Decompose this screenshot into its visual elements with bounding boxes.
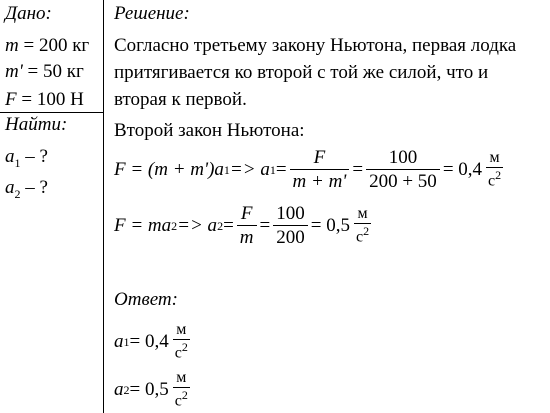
find-a2-text: – ?	[20, 177, 48, 198]
find-a2-var: a	[5, 177, 15, 198]
solution-line-3: вторая к первой.	[114, 89, 247, 110]
find-a1-sub: 1	[14, 155, 21, 170]
solution-line-1: Согласно третьему закону Ньютона, первая лодка	[114, 35, 517, 56]
answer-a1-var: a	[114, 331, 124, 353]
given-header-colon: :	[45, 3, 52, 24]
answer-a2-unit	[173, 370, 190, 409]
eq2-unit	[354, 206, 371, 245]
given-mass2	[5, 62, 84, 81]
given-header-text: Дано	[5, 3, 46, 24]
answer-a1-unit-den: с	[174, 344, 182, 362]
eq2-frac1-num: F	[240, 203, 253, 224]
eq1-fraction-2	[366, 148, 440, 191]
find-header	[5, 115, 67, 134]
answer-a2-unit-den: с	[174, 392, 182, 410]
solution-header-text: Решение	[114, 3, 184, 24]
second-law-label: Второй закон Ньютона:	[114, 120, 305, 141]
find-header-colon: :	[60, 114, 68, 135]
eq1-frac1-den: m + m'	[290, 169, 350, 191]
find-a1	[5, 147, 48, 169]
eq2-result: = 0,5	[310, 215, 350, 236]
eq1-frac2-num: 100	[388, 147, 418, 168]
eq2-unit-num: м	[357, 204, 368, 222]
eq1-equals: =	[275, 159, 287, 180]
eq1-unit-den-sup: 2	[495, 167, 502, 182]
answer-a1-unit-sup: 2	[181, 340, 188, 354]
find-header-text: Найти	[5, 114, 61, 135]
find-a2-sub: 2	[14, 186, 21, 201]
equation-1	[114, 148, 503, 191]
eq2-frac2-den: 200	[273, 225, 308, 247]
answer-a1-unit	[173, 322, 190, 361]
eq2-unit-den-sup: 2	[363, 223, 370, 238]
answer-a1-unit-num: м	[176, 321, 187, 338]
answer-a1-sub: 1	[123, 334, 130, 349]
answer-a2-unit-sup: 2	[181, 388, 188, 402]
given-mass1-var: m	[5, 35, 19, 56]
eq1-fraction-1	[290, 148, 350, 191]
given-force-value: = 100 Н	[16, 89, 84, 110]
eq2-lhs: F = ma	[114, 215, 172, 236]
column-divider	[103, 0, 104, 413]
eq1-arrow: => a	[229, 159, 270, 180]
given-mass2-value: = 50 кг	[22, 61, 84, 82]
answer-a2	[114, 370, 190, 409]
eq2-arrow: => a	[177, 215, 218, 236]
given-force	[5, 90, 84, 109]
eq1-frac2-den: 200 + 50	[366, 169, 440, 191]
given-mass1-value: = 200 кг	[18, 35, 90, 56]
eq1-frac1-num: F	[313, 147, 326, 168]
eq1-lhs: F = (m + m')a	[114, 159, 224, 180]
eq1-unit-num: м	[489, 148, 500, 166]
eq2-arrow-sub: 2	[217, 218, 224, 233]
solution-line-2: притягивается ко второй с той же силой, что и	[114, 62, 489, 83]
given-mass2-var: m'	[5, 61, 23, 82]
answer-header-text: Ответ	[114, 289, 172, 310]
eq2-equals: =	[223, 215, 234, 236]
eq1-equals-2: =	[352, 159, 364, 180]
eq1-unit	[486, 150, 503, 189]
solution-header	[114, 4, 190, 23]
eq1-lhs-sub: 1	[223, 162, 230, 177]
given-header	[5, 4, 52, 23]
eq1-unit-den: с	[488, 172, 496, 190]
solution-header-colon: :	[183, 3, 190, 24]
answer-header-colon: :	[171, 289, 178, 310]
eq2-fraction-2	[273, 204, 308, 247]
answer-a2-sub: 2	[123, 382, 130, 397]
eq2-frac1-den: m	[237, 225, 257, 247]
find-a1-var: a	[5, 146, 15, 167]
eq1-result: = 0,4	[442, 159, 483, 180]
eq2-equals-2: =	[259, 215, 271, 236]
eq2-unit-den: с	[355, 228, 364, 246]
eq1-arrow-sub: 1	[269, 162, 276, 177]
answer-a1-value: = 0,4	[129, 331, 169, 353]
answer-a2-unit-num: м	[176, 369, 187, 386]
given-force-var: F	[5, 89, 17, 110]
given-divider	[0, 112, 104, 113]
find-a1-text: – ?	[20, 146, 48, 167]
answer-a2-var: a	[114, 379, 124, 401]
find-a2	[5, 178, 48, 200]
given-mass1	[5, 36, 89, 55]
answer-a1	[114, 322, 190, 361]
eq2-frac2-num: 100	[276, 203, 305, 224]
equation-2	[114, 204, 371, 247]
answer-a2-value: = 0,5	[129, 379, 169, 401]
eq2-fraction-1	[237, 204, 257, 247]
eq2-lhs-sub: 2	[171, 218, 178, 233]
answer-header	[114, 290, 178, 309]
